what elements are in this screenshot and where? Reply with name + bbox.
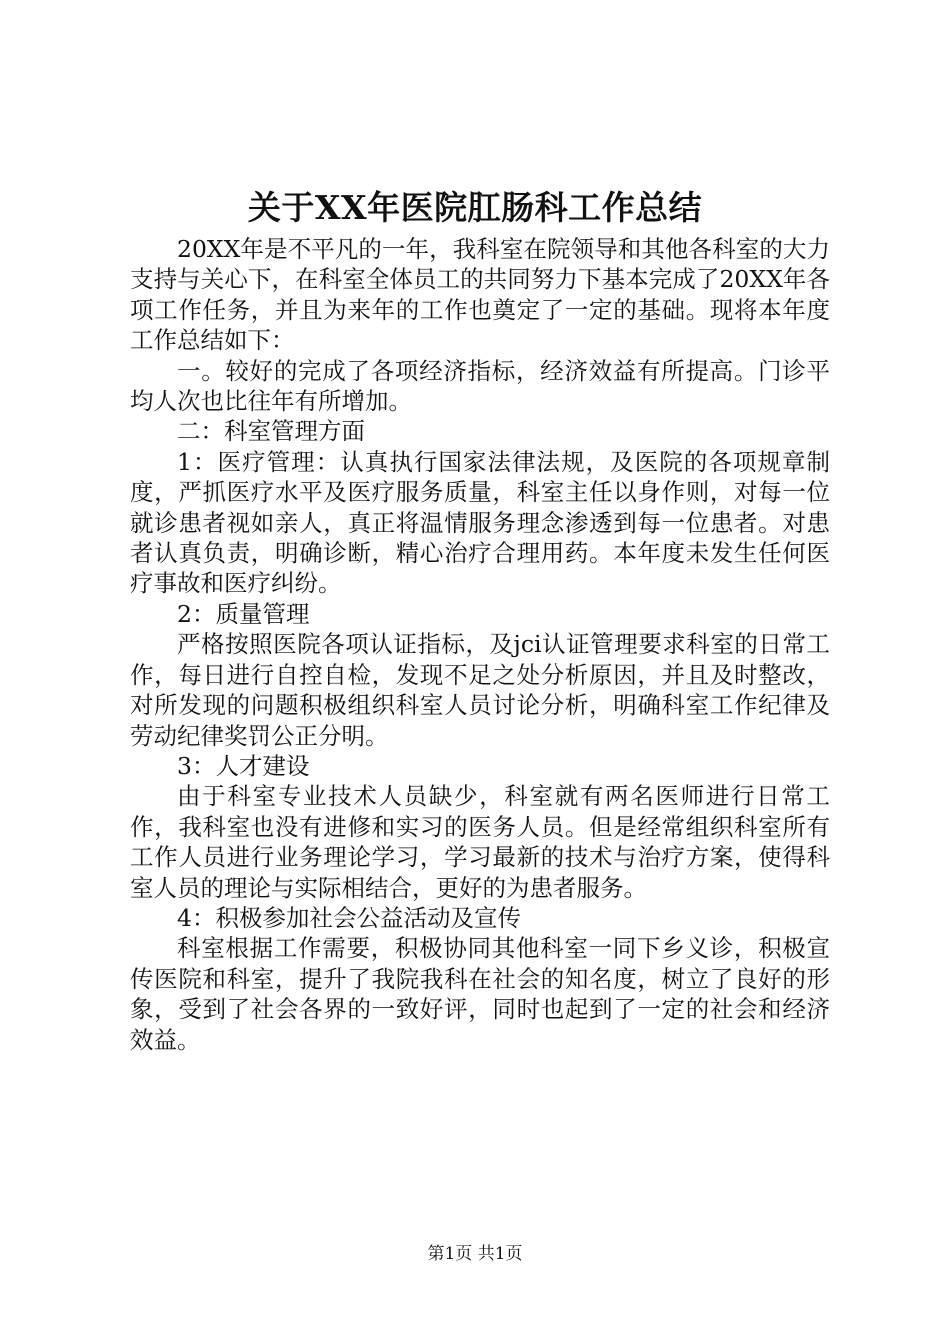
paragraph-quality-management: 严格按照医院各项认证指标，及jci认证管理要求科室的日常工作，每日进行自控自检，发现不足之处分析原因，并且及时整改，对所发现的问题积极组织科室人员讨论分析，明确科室工作纪律及劳动纪律奖罚公正分明。 xyxy=(130,630,830,750)
heading-talent-building: 3：人才建设 xyxy=(177,751,310,780)
document-title: 关于XX年医院肛肠科工作总结 xyxy=(247,188,703,227)
paragraph-intro: 20XX年是不平凡的一年，我科室在院领导和其他各科室的大力支持与关心下，在科室全体员工的共同努力下基本完成了20XX年各项工作任务，并且为来年的工作也奠定了一定的基础。现将本年度工作总结如下： xyxy=(130,235,830,355)
heading-public-welfare: 4：积极参加社会公益活动及宣传 xyxy=(177,903,521,932)
paragraph-talent-building: 由于科室专业技术人员缺少，科室就有两名医师进行日常工作，我科室也没有进修和实习的医务人员。但是经常组织科室所有工作人员进行业务理论学习，学习最新的技术与治疗方案，使得科室人员的理论与实际相结合，更好的为患者服务。 xyxy=(130,782,830,902)
heading-section-2: 二：科室管理方面 xyxy=(177,417,365,446)
paragraph-medical-management: 1：医疗管理：认真执行国家法律法规，及医院的各项规章制度，严抓医疗水平及医疗服务质量，科室主任以身作则，对每一位就诊患者视如亲人，真正将温情服务理念渗透到每一位患者。对患者认真负责，明确诊断，精心治疗合理用药。本年度未发生任何医疗事故和医疗纠纷。 xyxy=(130,447,830,598)
heading-quality-management: 2：质量管理 xyxy=(177,599,310,628)
paragraph-section-1: 一。较好的完成了各项经济指标，经济效益有所提高。门诊平均人次也比往年有所增加。 xyxy=(130,356,830,416)
document-body xyxy=(130,234,830,1055)
page-footer: 第1页 共1页 xyxy=(427,1244,523,1264)
paragraph-public-welfare: 科室根据工作需要，积极协同其他科室一同下乡义诊，积极宣传医院和科室，提升了我院我科在社会的知名度，树立了良好的形象，受到了社会各界的一致好评，同时也起到了一定的社会和经济效益。 xyxy=(130,934,830,1054)
